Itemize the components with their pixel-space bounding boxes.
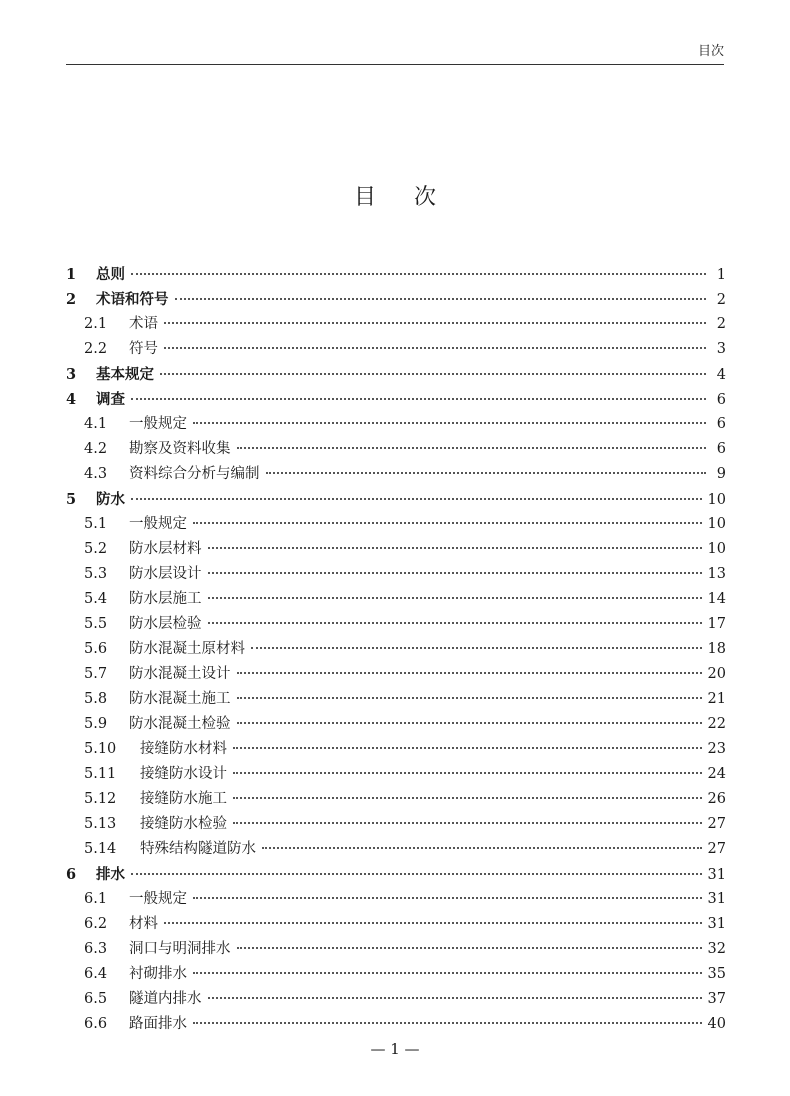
- toc-entry[interactable]: [66, 637, 726, 662]
- toc-entry-page: 2: [716, 292, 726, 308]
- table-of-contents: [66, 262, 726, 1037]
- running-header: 目次: [697, 44, 724, 59]
- toc-entry[interactable]: [66, 362, 726, 387]
- toc-entry-page: 27: [707, 841, 726, 857]
- toc-dot-leader: [193, 1022, 702, 1024]
- toc-entry-number: 5.12: [84, 791, 117, 807]
- toc-entry-page: 17: [707, 616, 726, 632]
- toc-entry-number: 2.1: [84, 316, 108, 332]
- toc-entry-number: 6: [66, 866, 77, 883]
- toc-entry-title: 材料: [129, 916, 158, 932]
- toc-entry-title: 防水层施工: [129, 591, 202, 607]
- toc-entry-page: 23: [707, 741, 726, 757]
- toc-entry[interactable]: [66, 762, 726, 787]
- toc-entry-number: 6.6: [84, 1016, 108, 1032]
- toc-entry[interactable]: [66, 912, 726, 937]
- toc-entry-page: 1: [716, 267, 726, 283]
- toc-entry-page: 13: [707, 566, 726, 582]
- toc-dot-leader: [164, 322, 706, 324]
- toc-entry-title: 衬砌排水: [129, 966, 187, 982]
- toc-entry-number: 5.14: [84, 841, 117, 857]
- toc-entry-page: 31: [707, 916, 726, 932]
- toc-entry-title: 符号: [129, 341, 158, 357]
- toc-entry-number: 5.5: [84, 616, 108, 632]
- toc-entry-title: 调查: [96, 391, 125, 408]
- toc-entry-page: 40: [707, 1016, 726, 1032]
- toc-dot-leader: [175, 298, 707, 300]
- toc-dot-leader: [193, 422, 706, 424]
- toc-entry[interactable]: [66, 612, 726, 637]
- toc-entry[interactable]: [66, 387, 726, 412]
- toc-entry-page: 31: [707, 891, 726, 907]
- toc-entry[interactable]: [66, 887, 726, 912]
- toc-entry-page: 4: [716, 367, 726, 383]
- toc-entry-title: 特殊结构隧道防水: [140, 841, 256, 857]
- toc-entry-page: 18: [707, 641, 726, 657]
- toc-entry[interactable]: [66, 412, 726, 437]
- toc-entry-title: 接缝防水检验: [140, 816, 227, 832]
- toc-dot-leader: [208, 997, 702, 999]
- toc-entry-title: 防水混凝土施工: [129, 691, 231, 707]
- toc-entry-number: 5.1: [84, 516, 108, 532]
- toc-entry[interactable]: [66, 712, 726, 737]
- toc-entry-number: 4.2: [84, 441, 108, 457]
- toc-entry-page: 27: [707, 816, 726, 832]
- toc-entry[interactable]: [66, 1012, 726, 1037]
- toc-dot-leader: [131, 873, 702, 875]
- toc-dot-leader: [262, 847, 702, 849]
- toc-entry-page: 6: [716, 392, 726, 408]
- toc-entry-title: 接缝防水设计: [140, 766, 227, 782]
- toc-dot-leader: [164, 922, 702, 924]
- toc-entry-number: 5: [66, 491, 77, 508]
- header-rule: [66, 64, 724, 65]
- toc-entry-number: 6.3: [84, 941, 108, 957]
- toc-entry[interactable]: [66, 737, 726, 762]
- toc-entry-page: 21: [707, 691, 726, 707]
- page-number: — 1 —: [370, 1040, 420, 1058]
- toc-dot-leader: [160, 373, 706, 375]
- toc-dot-leader: [233, 747, 702, 749]
- toc-entry-title: 术语: [129, 316, 158, 332]
- toc-dot-leader: [131, 498, 702, 500]
- toc-entry[interactable]: [66, 437, 726, 462]
- toc-entry-page: 32: [707, 941, 726, 957]
- toc-entry[interactable]: [66, 662, 726, 687]
- toc-dot-leader: [233, 797, 702, 799]
- toc-entry-page: 26: [707, 791, 726, 807]
- toc-entry-number: 6.2: [84, 916, 108, 932]
- toc-dot-leader: [266, 472, 707, 474]
- toc-entry-title: 资料综合分析与编制: [129, 466, 260, 482]
- toc-entry-page: 10: [707, 516, 726, 532]
- toc-entry-number: 6.4: [84, 966, 108, 982]
- toc-dot-leader: [193, 972, 702, 974]
- toc-entry[interactable]: [66, 862, 726, 887]
- toc-entry-title: 接缝防水施工: [140, 791, 227, 807]
- toc-dot-leader: [237, 947, 702, 949]
- toc-entry-number: 5.8: [84, 691, 108, 707]
- toc-entry-number: 5.10: [84, 741, 117, 757]
- toc-dot-leader: [208, 572, 702, 574]
- toc-entry-number: 4.3: [84, 466, 108, 482]
- toc-dot-leader: [208, 547, 702, 549]
- toc-entry-page: 37: [707, 991, 726, 1007]
- toc-entry-number: 2.2: [84, 341, 108, 357]
- toc-entry[interactable]: [66, 812, 726, 837]
- toc-entry-page: 24: [707, 766, 726, 782]
- toc-dot-leader: [233, 772, 702, 774]
- toc-entry-number: 6.1: [84, 891, 108, 907]
- toc-entry[interactable]: [66, 512, 726, 537]
- toc-entry-title: 基本规定: [96, 366, 154, 383]
- toc-entry-page: 6: [716, 441, 726, 457]
- toc-entry-page: 3: [716, 341, 726, 357]
- toc-entry-title: 防水: [96, 491, 125, 508]
- toc-entry-number: 5.7: [84, 666, 108, 682]
- toc-entry-page: 20: [707, 666, 726, 682]
- toc-entry-page: 35: [707, 966, 726, 982]
- toc-entry[interactable]: [66, 837, 726, 862]
- toc-entry[interactable]: [66, 962, 726, 987]
- toc-entry-title: 总则: [96, 266, 125, 283]
- toc-entry-page: 22: [707, 716, 726, 732]
- toc-entry-title: 隧道内排水: [129, 991, 202, 1007]
- toc-entry[interactable]: [66, 287, 726, 312]
- toc-entry-page: 10: [707, 492, 726, 508]
- toc-entry-title: 防水混凝土原材料: [129, 641, 245, 657]
- toc-entry-page: 31: [707, 867, 726, 883]
- toc-entry-title: 术语和符号: [96, 291, 169, 308]
- toc-entry-number: 4.1: [84, 416, 108, 432]
- toc-entry[interactable]: [66, 562, 726, 587]
- toc-entry-number: 6.5: [84, 991, 108, 1007]
- toc-dot-leader: [237, 697, 702, 699]
- toc-entry-title: 接缝防水材料: [140, 741, 227, 757]
- toc-entry-number: 5.11: [84, 766, 117, 782]
- page-title: 目次: [353, 185, 474, 210]
- toc-entry-number: 4: [66, 391, 77, 408]
- toc-dot-leader: [131, 398, 706, 400]
- toc-dot-leader: [164, 347, 706, 349]
- toc-entry-title: 路面排水: [129, 1016, 187, 1032]
- toc-entry-title: 洞口与明洞排水: [129, 941, 231, 957]
- toc-entry[interactable]: [66, 937, 726, 962]
- toc-entry-number: 5.13: [84, 816, 117, 832]
- toc-entry[interactable]: [66, 537, 726, 562]
- toc-dot-leader: [233, 822, 702, 824]
- toc-entry[interactable]: [66, 987, 726, 1012]
- toc-dot-leader: [208, 622, 702, 624]
- toc-entry[interactable]: [66, 587, 726, 612]
- toc-entry-number: 1: [66, 266, 77, 283]
- toc-entry-number: 5.6: [84, 641, 108, 657]
- toc-entry-title: 防水层材料: [129, 541, 202, 557]
- toc-entry-page: 10: [707, 541, 726, 557]
- toc-dot-leader: [237, 722, 702, 724]
- toc-entry-title: 一般规定: [129, 516, 187, 532]
- toc-entry-number: 5.9: [84, 716, 108, 732]
- toc-entry-page: 9: [716, 466, 726, 482]
- toc-entry-number: 2: [66, 291, 77, 308]
- toc-dot-leader: [193, 897, 702, 899]
- toc-entry-page: 14: [707, 591, 726, 607]
- toc-entry-title: 防水层设计: [129, 566, 202, 582]
- toc-entry-page: 2: [716, 316, 726, 332]
- toc-entry-number: 3: [66, 366, 77, 383]
- toc-entry-number: 5.2: [84, 541, 108, 557]
- toc-entry-number: 5.4: [84, 591, 108, 607]
- toc-entry-title: 排水: [96, 866, 125, 883]
- toc-entry[interactable]: [66, 787, 726, 812]
- toc-entry[interactable]: [66, 262, 726, 287]
- toc-entry-number: 5.3: [84, 566, 108, 582]
- toc-entry[interactable]: [66, 487, 726, 512]
- toc-entry[interactable]: [66, 312, 726, 337]
- toc-entry-title: 一般规定: [129, 891, 187, 907]
- toc-entry-page: 6: [716, 416, 726, 432]
- toc-dot-leader: [237, 447, 707, 449]
- toc-dot-leader: [131, 273, 706, 275]
- toc-dot-leader: [237, 672, 702, 674]
- toc-entry-title: 防水层检验: [129, 616, 202, 632]
- toc-entry-title: 防水混凝土检验: [129, 716, 231, 732]
- toc-dot-leader: [193, 522, 702, 524]
- toc-entry[interactable]: [66, 337, 726, 362]
- toc-dot-leader: [251, 647, 702, 649]
- toc-entry-title: 勘察及资料收集: [129, 441, 231, 457]
- toc-entry[interactable]: [66, 687, 726, 712]
- toc-entry[interactable]: [66, 462, 726, 487]
- toc-entry-title: 一般规定: [129, 416, 187, 432]
- toc-dot-leader: [208, 597, 702, 599]
- toc-entry-title: 防水混凝土设计: [129, 666, 231, 682]
